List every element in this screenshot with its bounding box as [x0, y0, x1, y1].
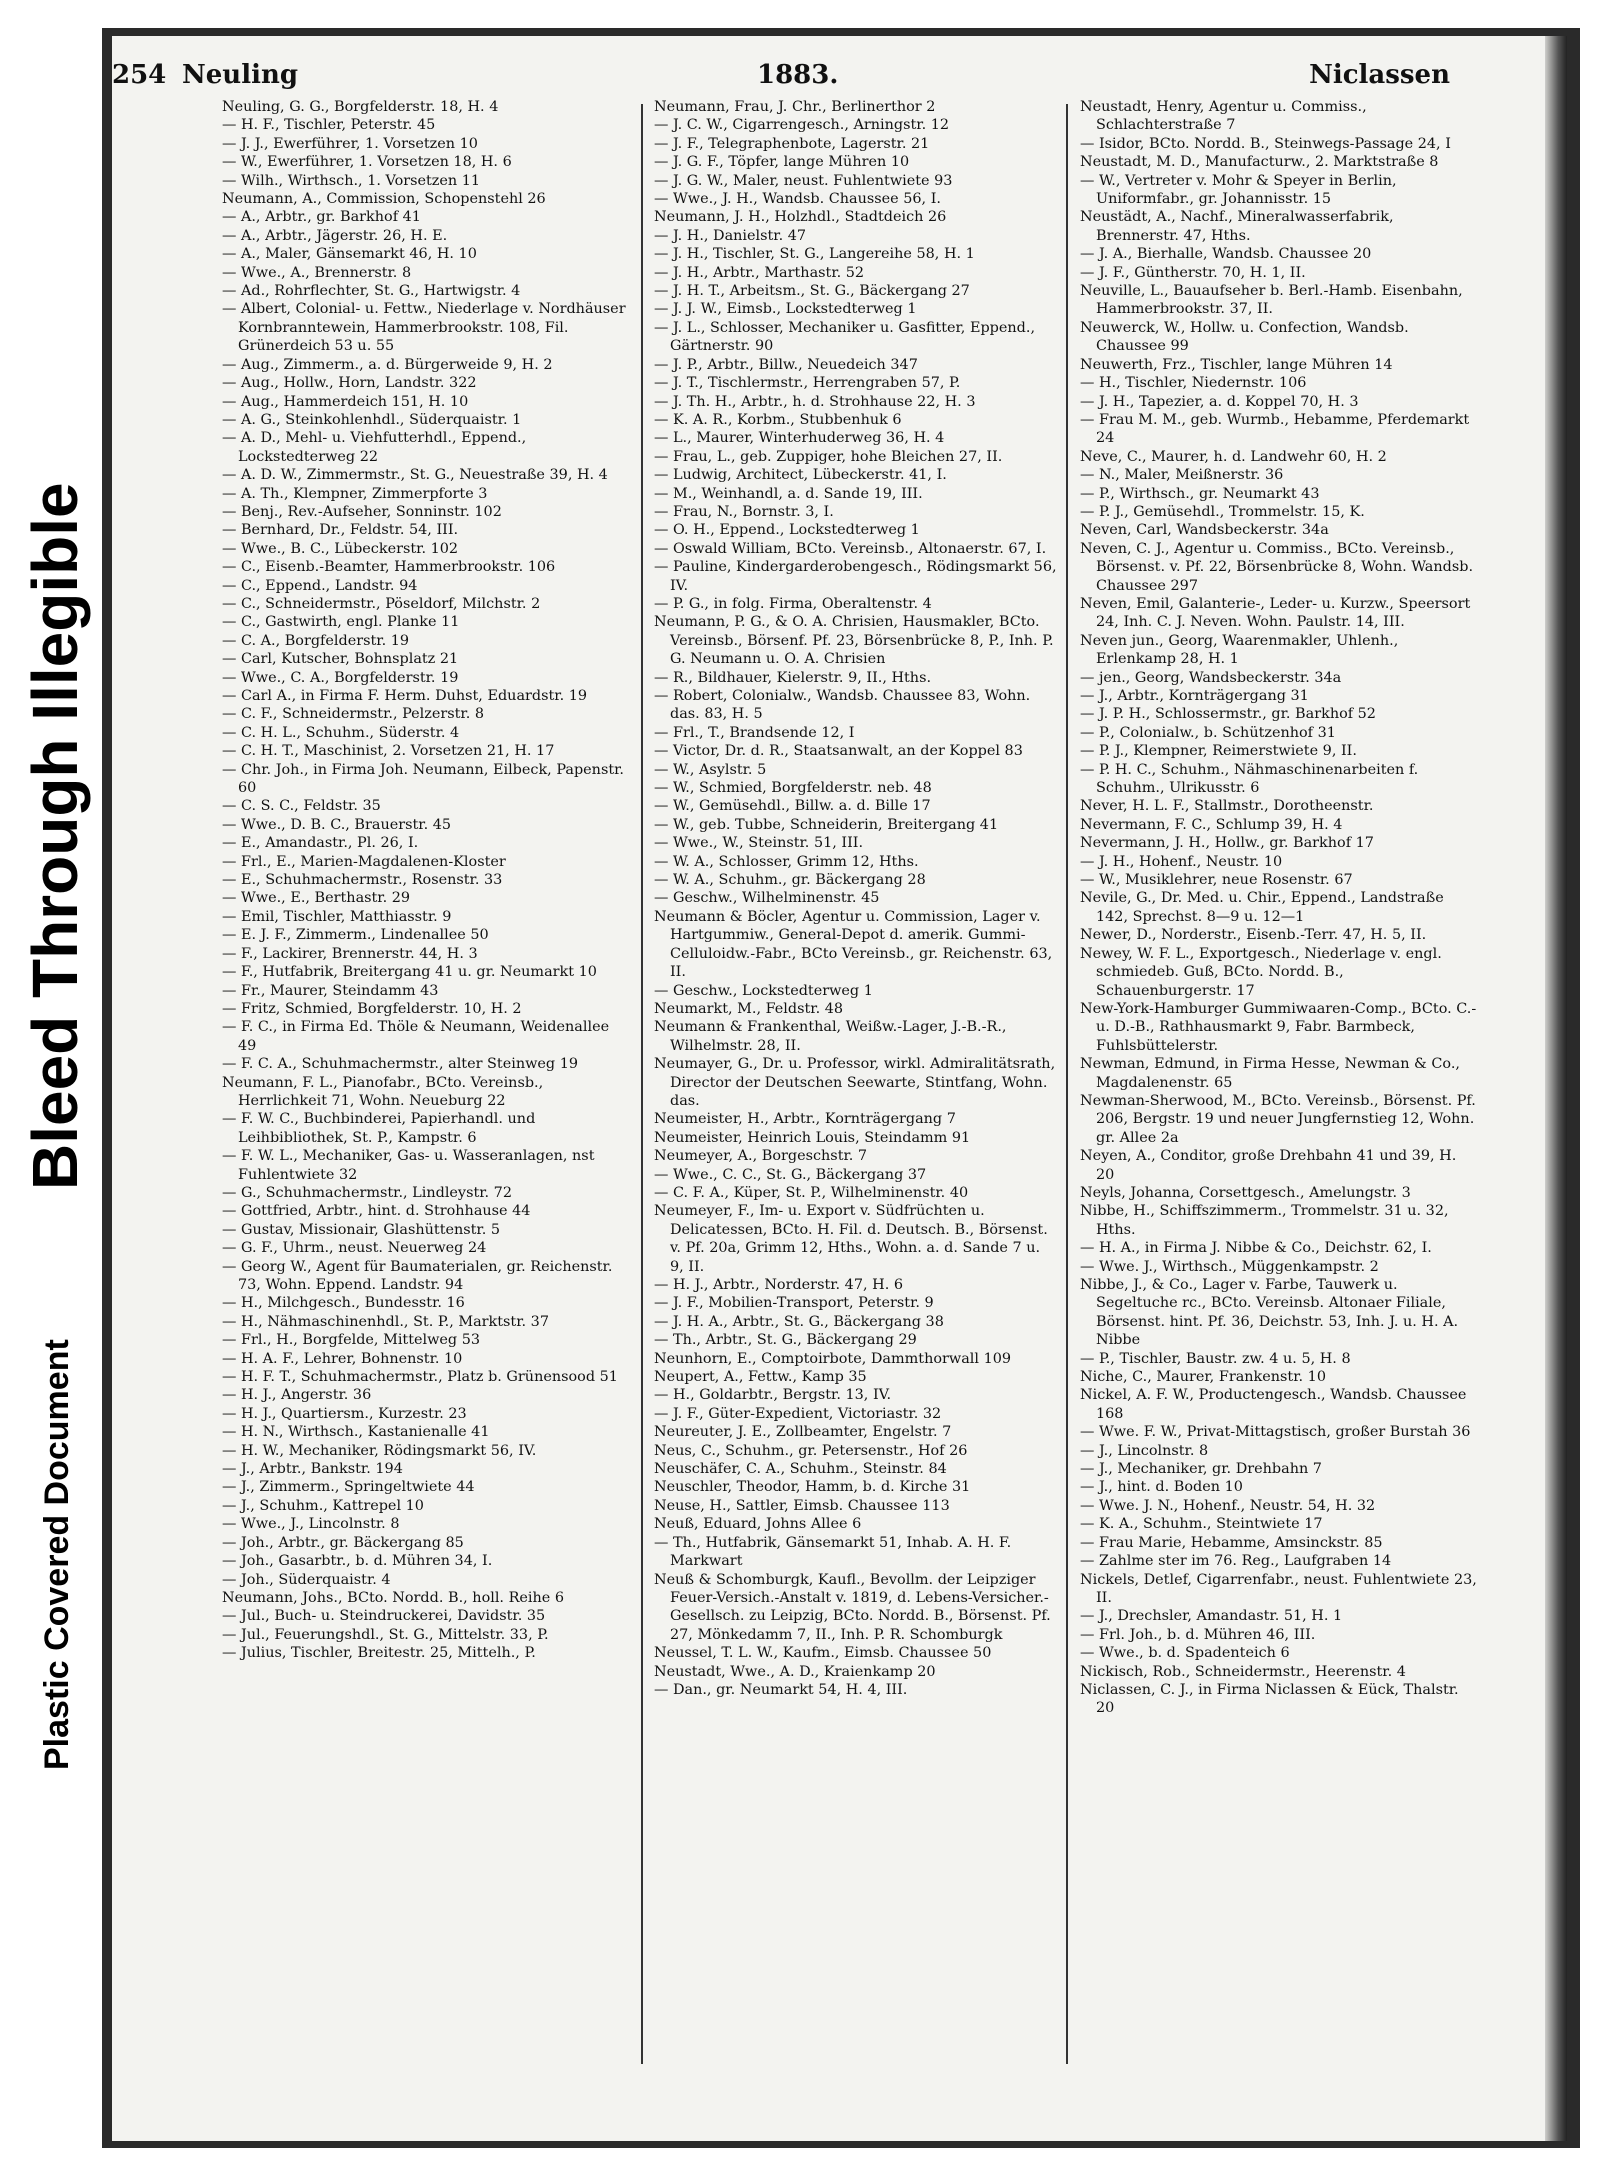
directory-entry: Neumeister, Heinrich Louis, Steindamm 91 — [654, 1129, 971, 1146]
directory-entry: Neussel, T. L. W., Kaufm., Eimsb. Chaussee 50 — [654, 1645, 992, 1662]
directory-entry: — J. H., Tischler, St. G., Langereihe 58, H. 1 — [654, 246, 975, 263]
directory-column-3 — [1080, 98, 1478, 2063]
directory-entry: Neumeister, H., Arbtr., Kornträgergang 7 — [654, 1111, 956, 1128]
directory-entry: Neuß & Schomburgk, Kaufl., Bevollm. der Leipziger Feuer-Versich.-Anstalt v. 1819, d. Lebens-Versicher.-Gesellsch. zu Leipzig, BCto. Nordd. B., Börsenst. Pf. 27, Mönkedamm 7, II., Inh. P. R. Schomburgk — [654, 1571, 1051, 1643]
directory-entry: — L., Maurer, Winterhuderweg 36, H. 4 — [654, 430, 945, 447]
directory-entry: — H. A., in Firma J. Nibbe & Co., Deichstr. 62, I. — [1080, 1240, 1432, 1257]
directory-entry: — H. J., Arbtr., Norderstr. 47, H. 6 — [654, 1277, 903, 1293]
directory-entry: Neven, C. J., Agentur u. Commiss., BCto. Vereinsb., Börsenst. v. Pf. 22, Börsenbrücke 8, Wohn. Wandsb. Chaussee 297 — [1080, 540, 1474, 594]
directory-entry: — J. T., Tischlermstr., Herrengraben 57, P. — [654, 375, 961, 392]
directory-entry: — C., Eisenb.-Beamter, Hammerbrookstr. 106 — [222, 559, 556, 576]
directory-entry: Neumarkt, M., Feldstr. 48 — [654, 1000, 844, 1017]
directory-entry: — Wwe., C. C., St. G., Bäckergang 37 — [654, 1166, 927, 1183]
directory-entry: — J., Schuhm., Kattrepel 10 — [222, 1497, 424, 1514]
directory-entry: — Frl., E., Marien-Magdalenen-Kloster — [222, 853, 506, 870]
directory-entry: Neuwerck, W., Hollw. u. Confection, Wandsb. Chaussee 99 — [1080, 319, 1409, 355]
directory-entry: — Wwe., E., Berthastr. 29 — [222, 890, 411, 907]
directory-entry: Neumeyer, A., Borgeschstr. 7 — [654, 1148, 868, 1165]
directory-entry: — J. Th. H., Arbtr., h. d. Strohhause 22, H. 3 — [654, 393, 976, 410]
directory-entry: — Georg W., Agent für Baumaterialen, gr. Reichenstr. 73, Wohn. Eppend. Landstr. 94 — [222, 1258, 613, 1293]
directory-entry: — H., Nähmaschinenhdl., St. P., Marktstr. 37 — [222, 1313, 549, 1330]
directory-entry: — C., Eppend., Landstr. 94 — [222, 577, 418, 594]
directory-column-2 — [654, 98, 1058, 2063]
directory-entry: — J. P., Arbtr., Billw., Neuedeich 347 — [654, 356, 918, 373]
directory-entry: — E., Amandastr., Pl. 26, I. — [222, 835, 419, 852]
directory-entry: — J. H., Hohenf., Neustr. 10 — [1080, 853, 1283, 870]
directory-entry: — Frau M. M., geb. Wurmb., Hebamme, Pferdemarkt 24 — [1080, 411, 1470, 447]
directory-entry: — Geschw., Lockstedterweg 1 — [654, 982, 873, 999]
directory-entry: — C. F., Schneidermstr., Pelzerstr. 8 — [222, 706, 484, 723]
directory-entry: — P. J., Klempner, Reimerstwiete 9, II. — [1080, 743, 1357, 760]
directory-entry: — Wwe., A., Brennerstr. 8 — [222, 264, 412, 281]
directory-entry: — Gottfried, Arbtr., hint. d. Strohhause 44 — [222, 1203, 531, 1220]
directory-entry: Neuling, G. G., Borgfelderstr. 18, H. 4 — [222, 99, 499, 115]
directory-entry: — F. C., in Firma Ed. Thöle & Neumann, Weidenallee 49 — [222, 1019, 610, 1054]
directory-entry: — Jul., Feuerungshdl., St. G., Mittelstr. 33, P. — [222, 1626, 549, 1643]
directory-entry: — Oswald William, BCto. Vereinsb., Altonaerstr. 67, I. — [654, 540, 1047, 557]
directory-entry: — Frau, N., Bornstr. 3, I. — [654, 503, 834, 520]
directory-entry: — H. F. T., Schuhmachermstr., Platz b. Grünensood 51 — [222, 1369, 618, 1386]
directory-entry: — E., Schuhmachermstr., Rosenstr. 33 — [222, 872, 503, 889]
directory-entry: — E. J. F., Zimmerm., Lindenallee 50 — [222, 927, 489, 944]
directory-entry: — P., Wirthsch., gr. Neumarkt 43 — [1080, 485, 1320, 502]
directory-entry: Neumann, A., Commission, Schopenstehl 26 — [222, 191, 546, 208]
directory-entry: Neureuter, J. E., Zollbeamter, Engelstr. 7 — [654, 1424, 952, 1441]
directory-entry: — Th., Hutfabrik, Gänsemarkt 51, Inhab. A. H. F. Markwart — [654, 1534, 1012, 1570]
directory-entry: — A., Arbtr., gr. Barkhof 41 — [222, 209, 421, 226]
directory-entry: Neupert, A., Fettw., Kamp 35 — [654, 1369, 867, 1386]
directory-entry: Nevermann, F. C., Schlump 39, H. 4 — [1080, 816, 1343, 833]
directory-entry: — H. J., Angerstr. 36 — [222, 1387, 372, 1404]
directory-entry: — A. G., Steinkohlenhdl., Süderquaistr. 1 — [222, 411, 522, 428]
directory-entry: Newman-Sherwood, M., BCto. Vereinsb., Börsenst. Pf. 206, Bergstr. 19 und neuer Jungfernstieg 12, Wohn. gr. Allee 2a — [1080, 1092, 1476, 1146]
directory-entry: — C. H. L., Schuhm., Süderstr. 4 — [222, 724, 460, 741]
directory-entry: — Ludwig, Architect, Lübeckerstr. 41, I. — [654, 467, 947, 484]
directory-entry: — Victor, Dr. d. R., Staatsanwalt, an der Koppel 83 — [654, 743, 1023, 760]
directory-entry: — P. H. C., Schuhm., Nähmaschinenarbeiten f. Schuhm., Ulrikusstr. 6 — [1080, 761, 1419, 797]
directory-entry: — Zahlme ster im 76. Reg., Laufgraben 14 — [1080, 1553, 1392, 1570]
directory-entry: Nickels, Detlef, Cigarrenfabr., neust. Fuhlentwiete 23, II. — [1080, 1571, 1477, 1606]
directory-entry: Neven, Carl, Wandsbeckerstr. 34a — [1080, 522, 1329, 539]
directory-entry: Nevile, G., Dr. Med. u. Chir., Eppend., Landstraße 142, Sprechst. 8—9 u. 12—1 — [1080, 890, 1444, 925]
directory-entry: — Wwe., C. A., Borgfelderstr. 19 — [222, 669, 459, 686]
directory-entry: — K. A. R., Korbm., Stubbenhuk 6 — [654, 411, 902, 428]
directory-entry: — H., Milchgesch., Bundesstr. 16 — [222, 1295, 465, 1312]
directory-entry: Neyls, Johanna, Corsettgesch., Amelungstr. 3 — [1080, 1184, 1411, 1201]
directory-entry: Neve, C., Maurer, h. d. Landwehr 60, H. 2 — [1080, 448, 1387, 465]
directory-entry: — J. H., Danielstr. 47 — [654, 227, 807, 244]
directory-entry: — H. J., Quartiersm., Kurzestr. 23 — [222, 1405, 467, 1422]
directory-entry: — Frau, L., geb. Zuppiger, hohe Bleichen 27, II. — [654, 448, 1003, 465]
directory-entry: Neustadt, M. D., Manufacturw., 2. Marktstraße 8 — [1080, 154, 1439, 171]
directory-entry: Neunhorn, E., Comptoirbote, Dammthorwall 109 — [654, 1350, 1012, 1367]
directory-entry: — J. H. T., Arbeitsm., St. G., Bäckergang 27 — [654, 283, 970, 300]
directory-entry: — Wwe., W., Steinstr. 51, III. — [654, 835, 864, 852]
directory-entry: Nibbe, J., & Co., Lager v. Farbe, Tauwerk u. Segeltuche rc., BCto. Vereinsb. Altonaer Filiale, Börsenst. hint. Pf. 36, Deichstr. 53, Inh. J. u. H. A. Nibbe — [1080, 1277, 1459, 1349]
directory-entry: — J. H., Tapezier, a. d. Koppel 70, H. 3 — [1080, 393, 1359, 410]
directory-entry: — Wwe. F. W., Privat-Mittagstisch, großer Burstah 36 — [1080, 1424, 1471, 1441]
bleed-through-label: Bleed Through Illegible — [19, 482, 91, 1190]
directory-entry: Neyen, A., Conditor, große Drehbahn 41 und 39, H. 20 — [1080, 1148, 1457, 1183]
directory-entry: Nibbe, H., Schiffszimmerm., Trommelstr. 31 u. 32, Hths. — [1080, 1203, 1449, 1238]
directory-entry: — A., Arbtr., Jägerstr. 26, H. E. — [222, 227, 448, 244]
directory-entry: Neus, C., Schuhm., gr. Petersenstr., Hof 26 — [654, 1442, 968, 1459]
directory-entry: — Geschw., Wilhelminenstr. 45 — [654, 890, 880, 907]
directory-entry: — Gustav, Missionair, Glashüttenstr. 5 — [222, 1221, 501, 1238]
directory-entry: — R., Bildhauer, Kielerstr. 9, II., Hths. — [654, 669, 932, 686]
directory-entry: — H. A. F., Lehrer, Bohnenstr. 10 — [222, 1350, 463, 1367]
directory-entry: — A. Th., Klempner, Zimmerpforte 3 — [222, 485, 488, 502]
directory-entry: — Wwe. J. N., Hohenf., Neustr. 54, H. 32 — [1080, 1497, 1376, 1514]
directory-entry: — Wwe., b. d. Spadenteich 6 — [1080, 1645, 1290, 1662]
directory-entry: — jen., Georg, Wandsbeckerstr. 34a — [1080, 669, 1342, 686]
directory-entry: — J., Drechsler, Amandastr. 51, H. 1 — [1080, 1608, 1343, 1625]
directory-entry: — H., Tischler, Niedernstr. 106 — [1080, 375, 1307, 392]
directory-entry: Newer, D., Norderstr., Eisenb.-Terr. 47, H. 5, II. — [1080, 927, 1427, 944]
directory-entry: Neuschäfer, C. A., Schuhm., Steinstr. 84 — [654, 1461, 947, 1478]
directory-entry: Neumann, Johs., BCto. Nordd. B., holl. Reihe 6 — [222, 1589, 565, 1606]
directory-entry: — Wwe., D. B. C., Brauerstr. 45 — [222, 816, 452, 833]
directory-entry: Neumann & Böcler, Agentur u. Commission, Lager v. Hartgummiw., General-Depot d. amerik. Gummi-Celluloidw.-Fabr., BCto Vereinsb., gr. Reichenstr. 63, II. — [654, 908, 1053, 981]
directory-entry: — Joh., Süderquaistr. 4 — [222, 1571, 391, 1588]
directory-entry: — A. D. W., Zimmermstr., St. G., Neuestraße 39, H. 4 — [222, 467, 608, 484]
directory-entry: — Chr. Joh., in Firma Joh. Neumann, Eilbeck, Papenstr. 60 — [222, 761, 624, 797]
directory-entry: — Wwe. J., Wirthsch., Müggenkampstr. 2 — [1080, 1258, 1379, 1275]
directory-entry: — C. F. A., Küper, St. P., Wilhelminenstr. 40 — [654, 1184, 969, 1201]
directory-entry: — Emil, Tischler, Matthiasstr. 9 — [222, 908, 452, 925]
directory-entry: — W., Musiklehrer, neue Rosenstr. 67 — [1080, 872, 1353, 889]
directory-entry: — J. F., Güntherstr. 70, H. 1, II. — [1080, 264, 1306, 281]
directory-entry: — J. H. A., Arbtr., St. G., Bäckergang 38 — [654, 1313, 944, 1330]
directory-entry: — W., Asylstr. 5 — [654, 761, 767, 778]
directory-entry: — C., Schneidermstr., Pöseldorf, Milchstr. 2 — [222, 595, 541, 612]
directory-entry: — J. A., Bierhalle, Wandsb. Chaussee 20 — [1080, 246, 1372, 263]
directory-entry: Newey, W. F. L., Exportgesch., Niederlage v. engl. schmiedeb. Guß, BCto. Nordd. B., Schauenburgerstr. 17 — [1080, 945, 1442, 999]
directory-entry: — A., Maler, Gänsemarkt 46, H. 10 — [222, 246, 477, 263]
directory-entry: Neumann, Frau, J. Chr., Berlinerthor 2 — [654, 99, 936, 115]
directory-entry: — W., Gemüsehdl., Billw. a. d. Bille 17 — [654, 798, 931, 815]
directory-entry: — J. J. W., Eimsb., Lockstedterweg 1 — [654, 301, 917, 318]
directory-entry: — Ad., Rohrflechter, St. G., Hartwigstr. 4 — [222, 283, 521, 300]
directory-entry: Neuville, L., Bauaufseher b. Berl.-Hamb. Eisenbahn, Hammerbrookstr. 37, II. — [1080, 283, 1463, 318]
directory-entry: — J., Arbtr., Bankstr. 194 — [222, 1461, 403, 1478]
directory-entry: — Wilh., Wirthsch., 1. Vorsetzen 11 — [222, 172, 481, 189]
directory-entry: Neuwerth, Frz., Tischler, lange Mühren 14 — [1080, 356, 1393, 373]
directory-entry: — H., Goldarbtr., Bergstr. 13, IV. — [654, 1387, 892, 1404]
directory-entry: — Frl., H., Borgfelde, Mittelweg 53 — [222, 1332, 481, 1349]
directory-entry: — H. W., Mechaniker, Rödingsmarkt 56, IV. — [222, 1442, 537, 1459]
directory-entry: — O. H., Eppend., Lockstedterweg 1 — [654, 522, 920, 539]
directory-entry: — Carl, Kutscher, Bohnsplatz 21 — [222, 651, 459, 668]
directory-entry: — Bernhard, Dr., Feldstr. 54, III. — [222, 522, 459, 539]
directory-entry: — W. A., Schuhm., gr. Bäckergang 28 — [654, 872, 926, 889]
directory-entry: — J. P. H., Schlossermstr., gr. Barkhof 52 — [1080, 706, 1376, 723]
directory-entry: — C. S. C., Feldstr. 35 — [222, 798, 381, 815]
page-number: 254 — [112, 60, 167, 90]
directory-entry: — W., Vertreter v. Mohr & Speyer in Berlin, Uniformfabr., gr. Johannisstr. 15 — [1080, 172, 1397, 208]
directory-column-1 — [222, 98, 630, 2063]
directory-entry: — J. L., Schlosser, Mechaniker u. Gasfitter, Eppend., Gärtnerstr. 90 — [654, 319, 1036, 355]
directory-entry: Neuß, Eduard, Johns Allee 6 — [654, 1516, 862, 1533]
directory-entry: — Wwe., J. H., Wandsb. Chaussee 56, I. — [654, 191, 941, 208]
directory-entry: Neven jun., Georg, Waarenmakler, Uhlenh., Erlenkamp 28, H. 1 — [1080, 632, 1399, 668]
directory-entry: — J. F., Mobilien-Transport, Peterstr. 9 — [654, 1295, 934, 1312]
directory-entry: — J. H., Arbtr., Marthastr. 52 — [654, 264, 865, 281]
directory-entry: Neustadt, Wwe., A. D., Kraienkamp 20 — [654, 1663, 936, 1680]
directory-entry: — J., Lincolnstr. 8 — [1080, 1442, 1209, 1459]
directory-entry: — J., Mechaniker, gr. Drehbahn 7 — [1080, 1461, 1322, 1478]
directory-entry: Neustädt, A., Nachf., Mineralwasserfabrik, Brennerstr. 47, Hths. — [1080, 209, 1394, 244]
directory-entry: — P., Tischler, Baustr. zw. 4 u. 5, H. 8 — [1080, 1350, 1351, 1367]
directory-entry: — Jul., Buch- u. Steindruckerei, Davidstr. 35 — [222, 1608, 546, 1625]
directory-entry: Neuschler, Theodor, Hamm, b. d. Kirche 31 — [654, 1479, 971, 1496]
directory-entry: — M., Weinhandl, a. d. Sande 19, III. — [654, 485, 923, 502]
directory-entry: — Aug., Zimmerm., a. d. Bürgerweide 9, H. 2 — [222, 356, 553, 373]
page-gutter-shadow — [1545, 36, 1567, 2141]
directory-entry: — Frl. Joh., b. d. Mühren 46, III. — [1080, 1626, 1316, 1643]
directory-entry: Niche, C., Maurer, Frankenstr. 10 — [1080, 1369, 1326, 1386]
directory-entry: — P. J., Gemüsehdl., Trommelstr. 15, K. — [1080, 503, 1365, 520]
directory-entry: — Wwe., J., Lincolnstr. 8 — [222, 1516, 400, 1533]
directory-entry: Nevermann, J. H., Hollw., gr. Barkhof 17 — [1080, 835, 1374, 852]
directory-entry: — Aug., Hammerdeich 151, H. 10 — [222, 393, 469, 410]
directory-entry: Neumayer, G., Dr. u. Professor, wirkl. Admiralitätsrath, Director der Deutschen Seewarte, Stintfang, Wohn. das. — [654, 1056, 1056, 1109]
directory-entry: — F. W. C., Buchbinderei, Papierhandl. und Leihbibliothek, St. P., Kampstr. 6 — [222, 1111, 536, 1146]
directory-entry: — H. F., Tischler, Peterstr. 45 — [222, 117, 436, 134]
directory-entry: — J. G. W., Maler, neust. Fuhlentwiete 93 — [654, 172, 953, 189]
directory-entry: Neuse, H., Sattler, Eimsb. Chaussee 113 — [654, 1497, 950, 1514]
directory-entry: — K. A., Schuhm., Steintwiete 17 — [1080, 1516, 1323, 1533]
directory-entry: — Pauline, Kindergarderobengesch., Rödingsmarkt 56, IV. — [654, 559, 1057, 594]
side-label-strip — [0, 0, 100, 2177]
directory-entry: — C. H. T., Maschinist, 2. Vorsetzen 21, H. 17 — [222, 743, 555, 760]
directory-entry: — F. W. L., Mechaniker, Gas- u. Wasseranlagen, nst Fuhlentwiete 32 — [222, 1148, 595, 1183]
directory-entry: New-York-Hamburger Gummiwaaren-Comp., BCto. C.- u. D.-B., Rathhausmarkt 9, Fabr. Barmbeck, Fuhlsbüttelerstr. — [1080, 1000, 1477, 1054]
directory-entry: — Joh., Gasarbtr., b. d. Mühren 34, I. — [222, 1553, 493, 1570]
directory-entry: — W., Schmied, Borgfelderstr. neb. 48 — [654, 780, 932, 797]
directory-entry: Neumann, J. H., Holzhdl., Stadtdeich 26 — [654, 209, 947, 226]
directory-entry: Nickisch, Rob., Schneidermstr., Heerenstr. 4 — [1080, 1663, 1406, 1680]
directory-entry: Neven, Emil, Galanterie-, Leder- u. Kurzw., Speersort 24, Inh. C. J. Neven. Wohn. Paulstr. 14, III. — [1080, 595, 1471, 631]
running-head-last-word: Niclassen — [1309, 60, 1450, 90]
directory-entry: — Frau Marie, Hebamme, Amsinckstr. 85 — [1080, 1534, 1383, 1551]
directory-entry: Neumeyer, F., Im- u. Export v. Südfrüchten u. Delicatessen, BCto. H. Fil. d. Deutsch. B., Börsenst. v. Pf. 20a, Grimm 12, Hths., Wohn. a. d. Sande 7 u. 9, II. — [654, 1203, 1048, 1275]
directory-entry: — N., Maler, Meißnerstr. 36 — [1080, 467, 1284, 484]
directory-entry: — J., Zimmerm., Springeltwiete 44 — [222, 1479, 475, 1496]
directory-entry: — J. F., Telegraphenbote, Lagerstr. 21 — [654, 135, 930, 152]
directory-entry: — F. C. A., Schuhmachermstr., alter Steinweg 19 — [222, 1056, 579, 1073]
directory-entry: — P. G., in folg. Firma, Oberaltenstr. 4 — [654, 595, 932, 612]
directory-entry: Neumann, P. G., & O. A. Chrisien, Hausmakler, BCto. Vereinsb., Börsenf. Pf. 23, Börsenbrücke 8, P., Inh. P. G. Neumann u. O. A. Chrisien — [654, 614, 1054, 668]
directory-entry: Neumann, F. L., Pianofabr., BCto. Vereinsb., Herrlichkeit 71, Wohn. Neueburg 22 — [222, 1074, 544, 1109]
directory-entry: — J., hint. d. Boden 10 — [1080, 1479, 1243, 1496]
directory-entry: — Joh., Arbtr., gr. Bäckergang 85 — [222, 1534, 464, 1551]
directory-entry: — W., Ewerführer, 1. Vorsetzen 18, H. 6 — [222, 154, 512, 171]
directory-entry: Niclassen, C. J., in Firma Niclassen & Eück, Thalstr. 20 — [1080, 1681, 1459, 1717]
directory-entry: — J. F., Güter-Expedient, Victoriastr. 32 — [654, 1405, 942, 1422]
directory-entry: — G., Schuhmachermstr., Lindleystr. 72 — [222, 1184, 512, 1201]
directory-entry: — Wwe., B. C., Lübeckerstr. 102 — [222, 540, 459, 557]
directory-entry: — W. A., Schlosser, Grimm 12, Hths. — [654, 853, 919, 870]
directory-entry: Neumann & Frankenthal, Weißw.-Lager, J.-B.-R., Wilhelmstr. 28, II. — [654, 1019, 1007, 1054]
directory-entry: Nickel, A. F. W., Productengesch., Wandsb. Chaussee 168 — [1080, 1387, 1467, 1422]
directory-entry: — F., Hutfabrik, Breitergang 41 u. gr. Neumarkt 10 — [222, 964, 597, 981]
directory-entry: — F., Lackirer, Brennerstr. 44, H. 3 — [222, 945, 478, 962]
directory-entry: — Robert, Colonialw., Wandsb. Chaussee 83, Wohn. das. 83, H. 5 — [654, 688, 1031, 723]
directory-entry: — Frl., T., Brandsende 12, I — [654, 724, 855, 741]
directory-entry: — Julius, Tischler, Breitestr. 25, Mittelh., P. — [222, 1645, 536, 1662]
directory-entry: — G. F., Uhrm., neust. Neuerweg 24 — [222, 1240, 487, 1257]
running-head-year: 1883. — [757, 60, 839, 90]
directory-entry: — Isidor, BCto. Nordd. B., Steinwegs-Passage 24, I — [1080, 135, 1451, 152]
column-rule — [641, 104, 643, 2064]
directory-entry: — H. N., Wirthsch., Kastanienalle 41 — [222, 1424, 490, 1441]
directory-entry: — Th., Arbtr., St. G., Bäckergang 29 — [654, 1332, 917, 1349]
directory-entry: — J. J., Ewerführer, 1. Vorsetzen 10 — [222, 135, 478, 152]
running-head — [112, 60, 1510, 100]
directory-entry: — Fr., Maurer, Steindamm 43 — [222, 982, 439, 999]
directory-entry: — J. C. W., Cigarrengesch., Arningstr. 12 — [654, 117, 950, 134]
running-head-first-word: Neuling — [182, 60, 299, 90]
directory-entry: — Carl A., in Firma F. Herm. Duhst, Eduardstr. 19 — [222, 688, 588, 704]
directory-entry: Neustadt, Henry, Agentur u. Commiss., Schlachterstraße 7 — [1080, 99, 1367, 134]
directory-entry: — A. D., Mehl- u. Viehfutterhdl., Eppend., Lockstedterweg 22 — [222, 430, 527, 465]
directory-entry: — C. A., Borgfelderstr. 19 — [222, 632, 410, 649]
directory-entry: — W., geb. Tubbe, Schneiderin, Breitergang 41 — [654, 816, 999, 833]
column-rule — [1066, 104, 1068, 2064]
directory-entry: — Dan., gr. Neumarkt 54, H. 4, III. — [654, 1681, 908, 1698]
directory-entry: — C., Gastwirth, engl. Planke 11 — [222, 614, 460, 631]
directory-entry: — J. G. F., Töpfer, lange Mühren 10 — [654, 154, 910, 171]
directory-entry: — P., Colonialw., b. Schützenhof 31 — [1080, 724, 1336, 741]
directory-entry: — Fritz, Schmied, Borgfelderstr. 10, H. 2 — [222, 1000, 522, 1017]
directory-entry: — J., Arbtr., Kornträgergang 31 — [1080, 688, 1309, 704]
directory-entry: Never, H. L. F., Stallmstr., Dorotheenstr. — [1080, 798, 1374, 815]
directory-entry: — Benj., Rev.-Aufseher, Sonninstr. 102 — [222, 503, 502, 520]
directory-entry: — Albert, Colonial- u. Fettw., Niederlage v. Nordhäuser Kornbranntewein, Hammerbrookstr. 108, Fil. Grünerdeich 53 u. 55 — [222, 301, 626, 355]
plastic-covered-label: Plastic Covered Document — [38, 1339, 76, 1770]
directory-entry: Newman, Edmund, in Firma Hesse, Newman & Co., Magdalenenstr. 65 — [1080, 1056, 1460, 1091]
directory-entry: — Aug., Hollw., Horn, Landstr. 322 — [222, 375, 477, 392]
